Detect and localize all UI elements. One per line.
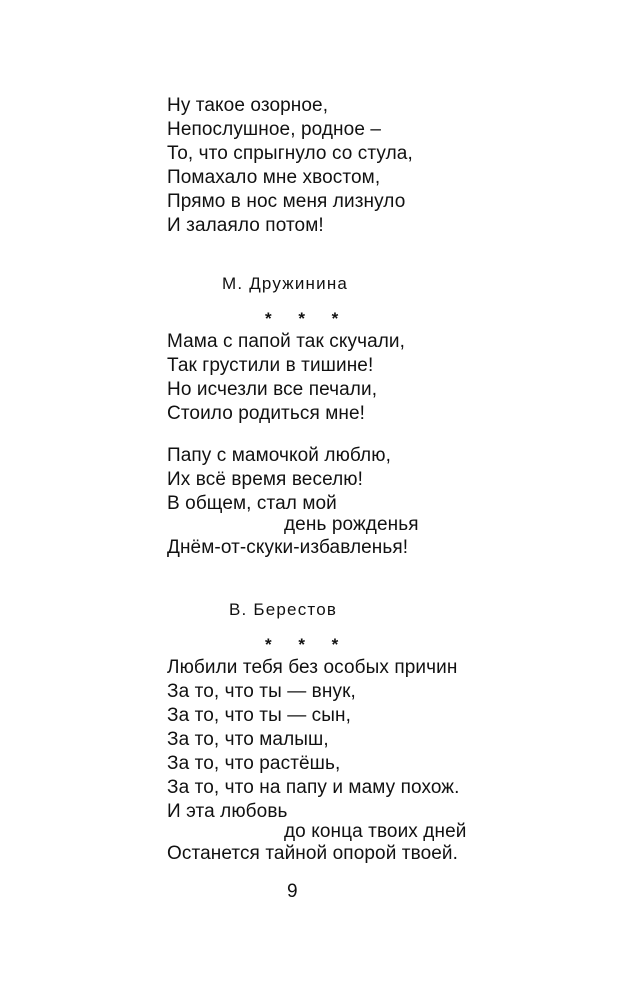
poem-author: М. Дружинина xyxy=(222,274,349,293)
poem-line: Мама с папой так скучали, xyxy=(167,331,406,352)
poem-line-indented: день рожденья xyxy=(284,514,419,535)
poem-line: За то, что на папу и маму похож. xyxy=(167,777,460,798)
poem-line-indented: до конца твоих дней xyxy=(284,821,467,842)
poem-line: Ну такое озорное, xyxy=(167,95,329,116)
poem-line: За то, что растёшь, xyxy=(167,753,341,774)
poem-line: Помахало мне хвостом, xyxy=(167,167,381,188)
poem-line: Прямо в нос меня лизнуло xyxy=(167,191,406,212)
poem-line: За то, что ты — внук, xyxy=(167,681,356,702)
poem-line: И эта любовь xyxy=(167,801,288,822)
poem-line: Днём-от-скуки-избавленья! xyxy=(167,537,409,558)
section-stars: * * * xyxy=(265,635,350,654)
poem-line: Останется тайной опорой твоей. xyxy=(167,843,458,864)
poem-line: За то, что малыш, xyxy=(167,729,329,750)
poem-line: Их всё время веселю! xyxy=(167,469,364,490)
poem-line: Так грустили в тишине! xyxy=(167,355,374,376)
poem-line: То, что спрыгнуло со стула, xyxy=(167,143,413,164)
poem-line: Но исчезли все печали, xyxy=(167,379,378,400)
poem-line: Любили тебя без особых причин xyxy=(167,657,458,678)
section-stars: * * * xyxy=(265,309,350,328)
poem-line: Непослушное, родное – xyxy=(167,119,382,140)
poem-line: В общем, стал мой xyxy=(167,493,337,514)
poem-line: Папу с мамочкой люблю, xyxy=(167,445,391,466)
poem-author: В. Берестов xyxy=(229,600,338,619)
poem-line: Стоило родиться мне! xyxy=(167,403,366,424)
poem-line: И залаяло потом! xyxy=(167,215,324,236)
poem-line: За то, что ты — сын, xyxy=(167,705,352,726)
page-number: 9 xyxy=(287,881,298,902)
